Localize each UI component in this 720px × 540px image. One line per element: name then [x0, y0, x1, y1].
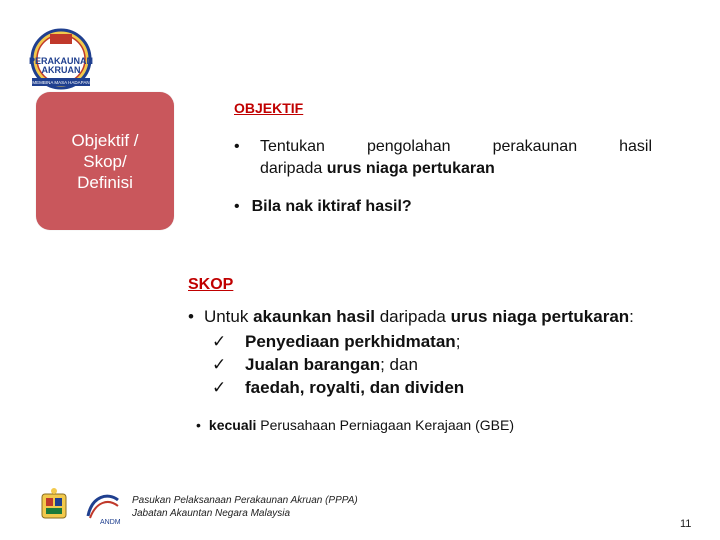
intro-bold-1: akaunkan hasil — [253, 307, 375, 326]
checkmark-icon: ✓ — [212, 355, 227, 374]
exclusion-bold: kecuali — [208, 417, 257, 433]
word: Tentukan — [260, 138, 325, 155]
line2-bold: urus niaga pertukaran — [326, 160, 495, 177]
section-box-line3: Definisi — [77, 172, 133, 192]
bullet-dot: • — [234, 198, 240, 215]
perakaunan-akruan-logo — [22, 28, 100, 94]
andm-logo-icon — [88, 496, 121, 526]
item-rest: ; — [455, 332, 461, 351]
section-box-line2: Skop/ — [83, 151, 127, 171]
skop-intro — [188, 306, 634, 328]
checkmark-icon: ✓ — [212, 332, 227, 351]
coat-of-arms-icon — [42, 488, 66, 518]
logo-text-line2: AKRUAN — [41, 65, 81, 75]
word: perakaunan — [492, 138, 578, 155]
intro-mid: daripada — [374, 307, 451, 326]
footer-text — [132, 494, 358, 520]
logo-text-line1: PERAKAUNAN — [28, 56, 94, 66]
section-box-line1: Objektif / — [71, 130, 139, 150]
skop-title: SKOP — [188, 276, 234, 293]
bullet-dot: • — [196, 417, 201, 433]
footer-line1: Pasukan Pelaksanaan Perakaunan Akruan (PPPA) — [132, 495, 358, 506]
skop-exclusion — [196, 416, 514, 434]
item-rest: ; dan — [380, 355, 418, 374]
footer-line2: Jabatan Akauntan Negara Malaysia — [132, 508, 291, 519]
bullet-2-text: Bila nak iktiraf hasil? — [251, 198, 412, 215]
section-box — [36, 92, 174, 230]
crest-icon — [50, 34, 72, 44]
objektif-bullet-2 — [234, 196, 412, 218]
page-number: 11 — [680, 518, 692, 530]
line2-prefix: daripada — [260, 160, 327, 177]
objektif-title: OBJEKTIF — [234, 100, 304, 116]
item-bold: Jualan barangan — [245, 355, 381, 374]
word: hasil — [619, 138, 652, 155]
item-bold: faedah, royalti, dan dividen — [245, 378, 465, 397]
intro-suffix: : — [629, 307, 634, 326]
exclusion-rest: Perusahaan Perniagaan Kerajaan (GBE) — [256, 417, 514, 433]
intro-prefix: Untuk — [203, 307, 254, 326]
intro-bold-2: urus niaga pertukaran — [450, 307, 630, 326]
andm-text: ANDM — [100, 519, 121, 526]
logo-ribbon-text: MEMBINA MASA HADAPAN — [32, 80, 90, 85]
footer-logos — [36, 486, 122, 526]
bullet-dot: • — [234, 138, 240, 155]
item-bold: Penyediaan perkhidmatan — [245, 332, 456, 351]
bullet-dot: • — [188, 307, 194, 326]
checkmark-icon: ✓ — [212, 378, 227, 397]
word: pengolahan — [366, 138, 451, 155]
